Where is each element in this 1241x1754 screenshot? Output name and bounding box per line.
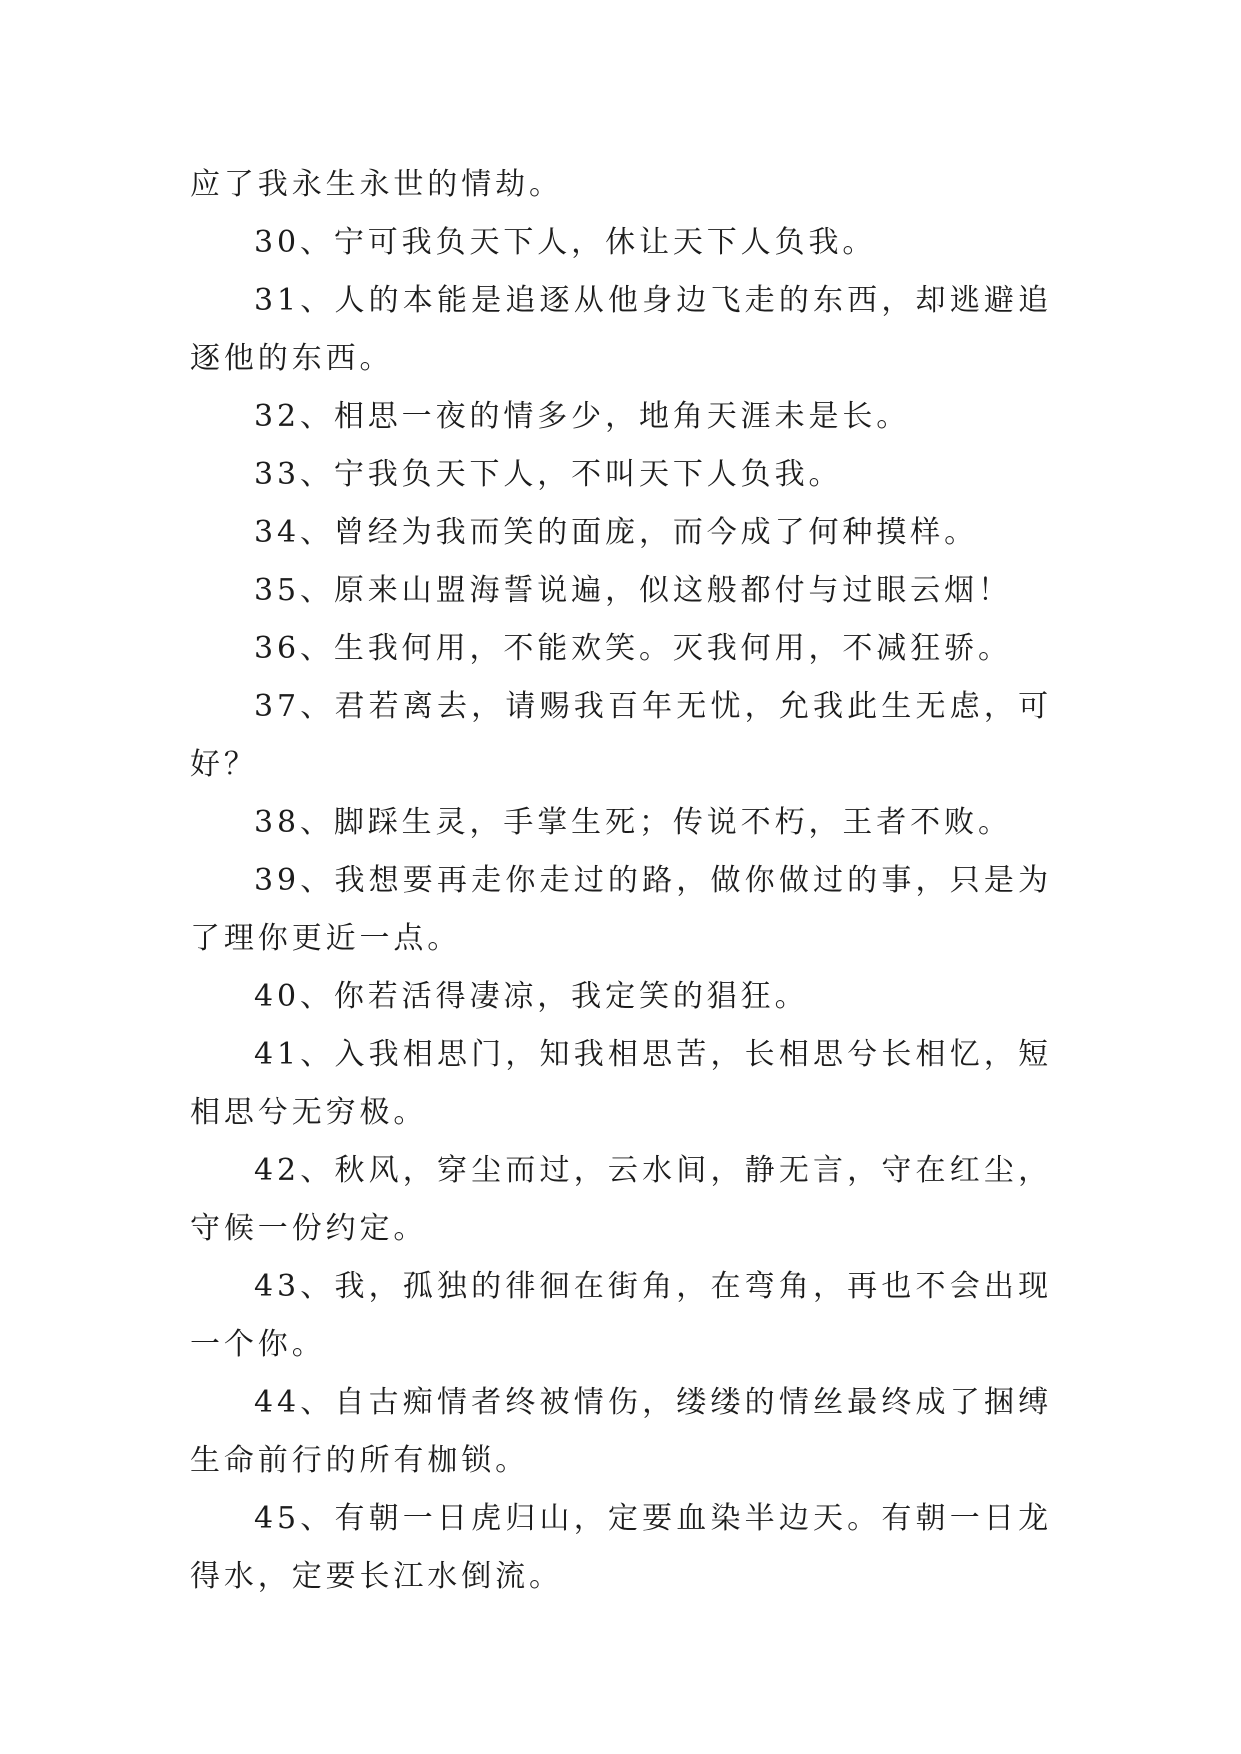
quote-item-38: 38、脚踩生灵，手掌生死；传说不朽，王者不败。 bbox=[254, 805, 1012, 840]
quote-item-32: 32、相思一夜的情多少，地角天涯未是长。 bbox=[254, 399, 911, 434]
quote-item-39: 39、我想要再走你走过的路，做你做过的事，只是为了理你更近一点。 bbox=[190, 863, 1052, 956]
quote-item-43: 43、我，孤独的徘徊在街角，在弯角，再也不会出现一个你。 bbox=[190, 1269, 1052, 1362]
quote-item-34: 34、曾经为我而笑的面庞，而今成了何种摸样。 bbox=[254, 515, 978, 550]
quote-item-41: 41、入我相思门，知我相思苦，长相思兮长相忆，短相思兮无穷极。 bbox=[190, 1037, 1052, 1130]
quote-item-37: 37、君若离去，请赐我百年无忧，允我此生无虑，可好？ bbox=[190, 689, 1052, 782]
quote-item-35: 35、原来山盟海誓说遍，似这般都付与过眼云烟！ bbox=[254, 573, 1012, 608]
quote-item-40: 40、你若活得凄凉，我定笑的猖狂。 bbox=[254, 979, 809, 1014]
quote-item-31: 31、人的本能是追逐从他身边飞走的东西，却逃避追逐他的东西。 bbox=[190, 283, 1052, 376]
quote-item-33: 33、宁我负天下人，不叫天下人负我。 bbox=[254, 457, 843, 492]
quote-item-44: 44、自古痴情者终被情伤，缕缕的情丝最终成了捆缚生命前行的所有枷锁。 bbox=[190, 1385, 1052, 1478]
document-body bbox=[190, 156, 1052, 1606]
quote-item-45: 45、有朝一日虎归山，定要血染半边天。有朝一日龙得水，定要长江水倒流。 bbox=[190, 1501, 1052, 1594]
quote-item-42: 42、秋风，穿尘而过，云水间，静无言，守在红尘，守候一份约定。 bbox=[190, 1153, 1052, 1246]
quote-item-30: 30、宁可我负天下人，休让天下人负我。 bbox=[254, 225, 877, 260]
quote-item-36: 36、生我何用，不能欢笑。灭我何用，不减狂骄。 bbox=[254, 631, 1012, 666]
paragraph-continuation: 应了我永生永世的情劫。 bbox=[190, 167, 563, 202]
